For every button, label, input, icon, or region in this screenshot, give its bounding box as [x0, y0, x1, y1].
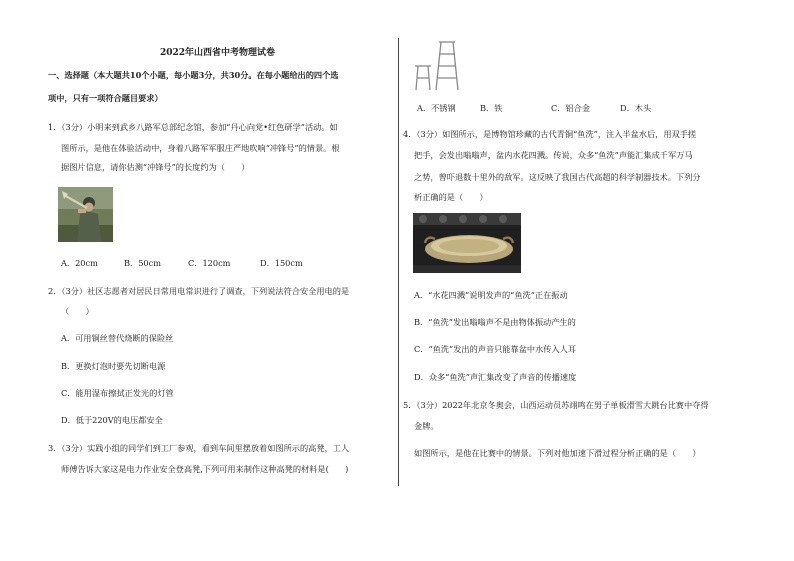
q3-stem-line1: 3．（3分）实践小组的同学们到工厂参观，看到车间里摆放着如图所示的高凳，工人 — [48, 443, 350, 453]
section-heading: 一、选择题（本大题共10个小题，每小题3分，共30分。在每小题给出的四个选 — [48, 70, 339, 80]
q1-stem-line3: 据图片信息，请你估测“冲锋号”的长度约为（ ） — [61, 162, 250, 172]
section-heading-cont: 项中，只有一项符合题目要求） — [48, 93, 163, 103]
q3-step-stool-figure — [414, 38, 462, 92]
q1-bugle-photo — [58, 187, 113, 242]
q2-option-a[interactable]: A．可用铜丝替代烧断的保险丝 — [61, 333, 174, 343]
q3-option-b[interactable]: B．铁 — [480, 103, 503, 113]
q1-option-b[interactable]: B．50cm — [124, 258, 161, 268]
q4-stem-line3: 之势，曾吓退数十里外的敌军。这反映了我国古代高超的科学制器技术。下列分 — [414, 172, 701, 182]
q3-option-c[interactable]: C．铝合金 — [551, 103, 591, 113]
q5-stem-line3: 如图所示，是他在比赛中的情景。下列对他加速下滑过程分析正确的是（ ） — [414, 448, 701, 458]
q4-option-a[interactable]: A．“水花四溅”说明发声的“鱼洗”正在振动 — [414, 290, 568, 300]
q2-option-c[interactable]: C．能用湿布擦拭正发光的灯管 — [61, 388, 174, 398]
q4-stem-line4: 析正确的是（ ） — [414, 192, 488, 202]
q5-stem-line2: 金牌。 — [414, 421, 439, 431]
q2-stem-line1: 2．（3分）社区志愿者对居民日常用电常识进行了调查，下列说法符合安全用电的是 — [48, 286, 350, 296]
q4-option-d[interactable]: D．众多“鱼洗”声汇集改变了声音的传播速度 — [414, 372, 577, 382]
q4-option-b[interactable]: B．“鱼洗”发出嗡嗡声不是由物体振动产生的 — [414, 317, 576, 327]
q4-option-c[interactable]: C．“鱼洗”发出的声音只能靠盆中水传入人耳 — [414, 344, 577, 354]
q1-option-a[interactable]: A．20cm — [61, 258, 98, 268]
q1-stem-line2: 图所示，是他在体验活动中，身着八路军军服庄严地吹响“冲锋号”的情景。根 — [61, 143, 340, 153]
q4-stem-line2: 把手，会发出嗡嗡声，盆内水花四溅。传说，众多“鱼洗”声能汇集成千军万马 — [414, 150, 693, 160]
q3-stem-line2: 师傅告诉大家这是电力作业安全登高凳,下列可用来制作这种高凳的材料是( ) — [61, 464, 349, 474]
q5-stem-line1: 5．（3分）2022年北京冬奥会，山西运动员苏翊鸣在男子单板滑雪大跳台比赛中夺得 — [403, 400, 709, 410]
q1-option-c[interactable]: C．120cm — [188, 258, 231, 268]
q4-stem-line1: 4．（3分）如图所示，是博物馆珍藏的古代青铜“鱼洗”，注入半盆水后，用双手搓 — [403, 129, 697, 139]
q2-option-b[interactable]: B．更换灯泡时要先切断电源 — [61, 361, 166, 371]
q2-stem-line2: （ ） — [61, 306, 94, 316]
paper-title: 2022年山西省中考物理试卷 — [160, 48, 276, 58]
q3-option-a[interactable]: A．不锈钢 — [417, 103, 456, 113]
q3-option-d[interactable]: D．木头 — [620, 103, 652, 113]
q1-stem-line1: 1．（3分）小明来到武乡八路军总部纪念馆，参加“丹心向党•红色研学”活动。如 — [48, 122, 338, 132]
column-divider — [398, 38, 399, 486]
q2-option-d[interactable]: D．低于220V的电压都安全 — [61, 415, 163, 425]
q4-bronze-basin-photo — [413, 213, 521, 273]
q1-option-d[interactable]: D．150cm — [260, 258, 303, 268]
